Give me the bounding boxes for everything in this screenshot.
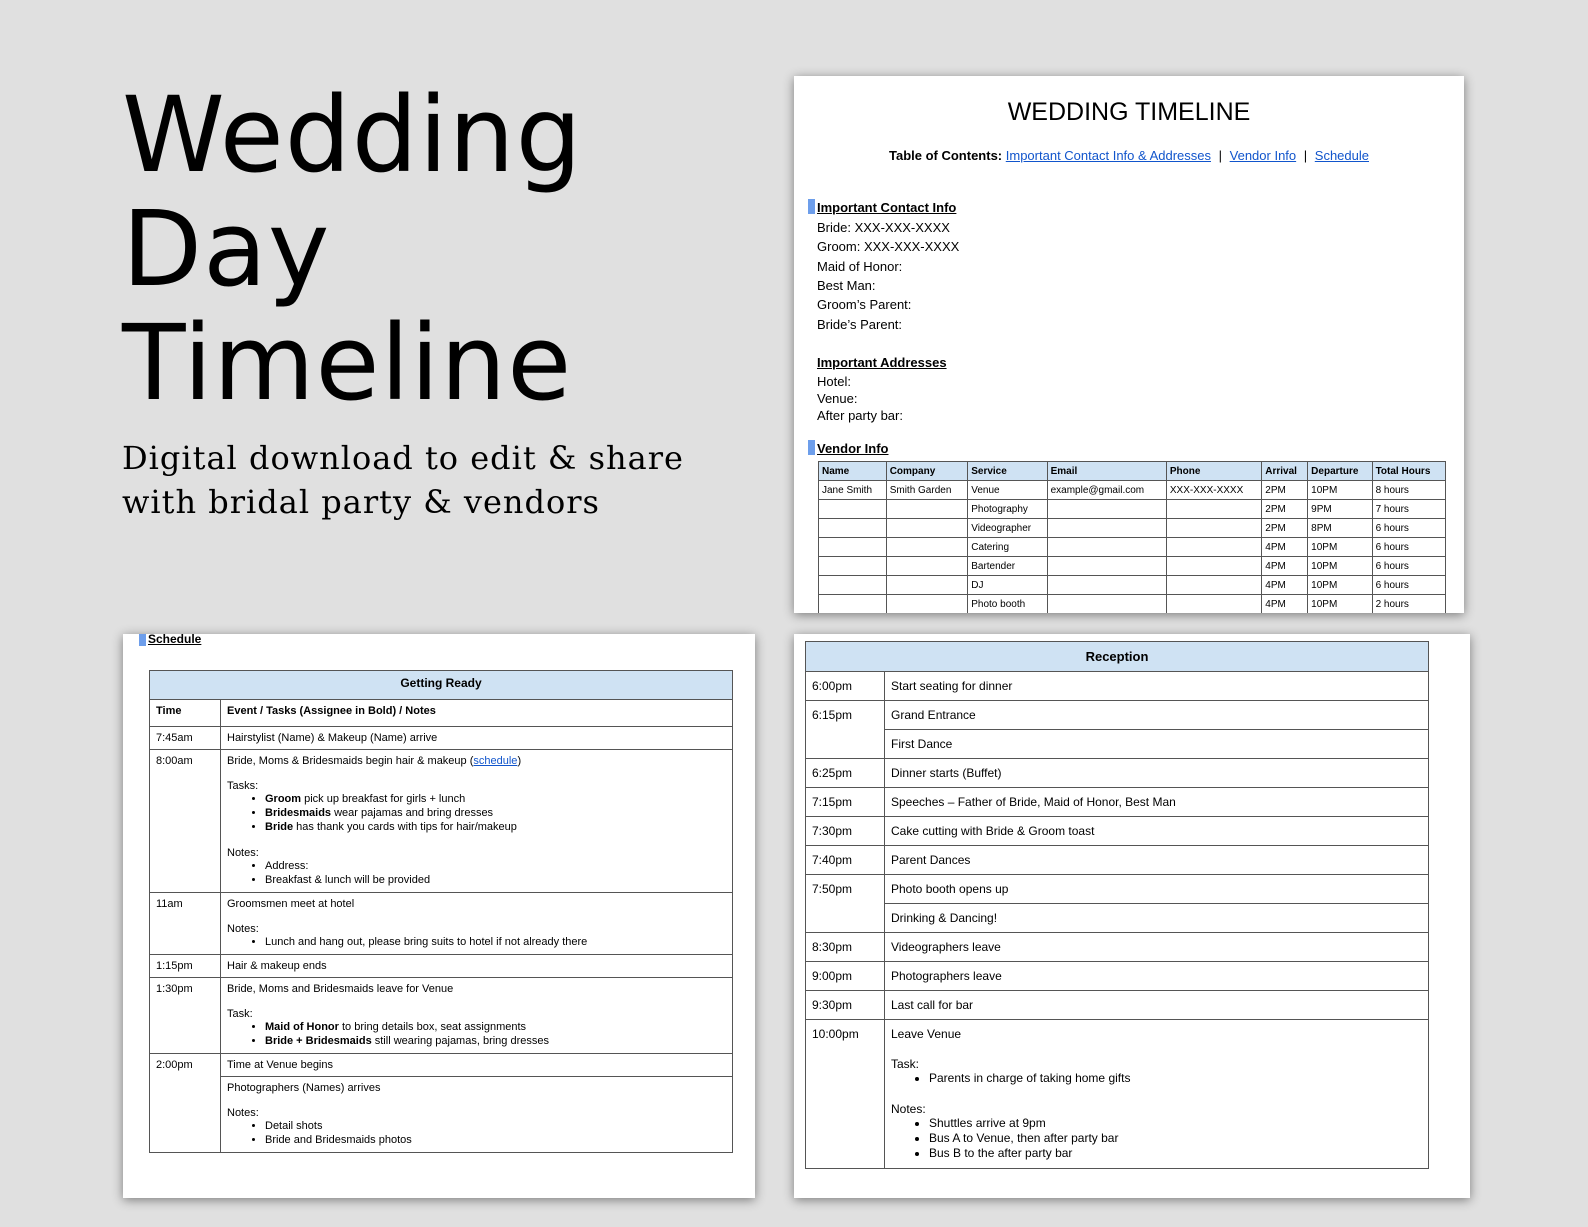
vendor-cell: 2PM [1262, 500, 1308, 519]
vendor-cell [819, 576, 887, 595]
document-page-contacts [794, 76, 1464, 613]
vendor-cell: 4PM [1262, 576, 1308, 595]
table-row [806, 672, 1429, 701]
table-row [150, 893, 733, 955]
table-row [150, 750, 733, 893]
table-row [150, 955, 733, 978]
contact-line: Bride: XXX-XXX-XXXX [817, 220, 950, 235]
time-cell: 7:50pm [806, 875, 885, 933]
hero-subtitle-line: Digital download to edit & share [122, 439, 684, 477]
contact-heading: Important Contact Info [817, 200, 957, 215]
vendor-cell: 4PM [1262, 557, 1308, 576]
vendor-col-header: Arrival [1262, 462, 1308, 481]
vendor-cell [1166, 538, 1261, 557]
vendor-col-header: Departure [1308, 462, 1372, 481]
time-cell: 6:15pm [806, 701, 885, 759]
vendor-cell: 6 hours [1372, 538, 1445, 557]
table-row [806, 701, 1429, 730]
vendor-cell: 9PM [1308, 500, 1372, 519]
event-cell: Hair & makeup ends [221, 955, 733, 978]
vendor-cell: Catering [968, 538, 1047, 557]
vendor-cell: 6 hours [1372, 576, 1445, 595]
event-cell [221, 1077, 733, 1153]
vendor-col-header: Total Hours [1372, 462, 1445, 481]
table-row [806, 730, 1429, 759]
vendor-cell: Photography [968, 500, 1047, 519]
vendor-row [819, 576, 1446, 595]
task-item [265, 1020, 726, 1034]
vendor-col-header: Name [819, 462, 887, 481]
table-row [806, 1020, 1429, 1169]
task-item: • Parents in charge of taking home gifts [929, 1071, 1422, 1086]
address-line: After party bar: [817, 408, 903, 423]
event-cell: First Dance [885, 730, 1429, 759]
tasks-label: Tasks: [227, 780, 259, 792]
event-cell: Last call for bar [885, 991, 1429, 1020]
vendor-table [818, 461, 1446, 613]
task-item [265, 1034, 726, 1048]
document-page-reception [794, 634, 1470, 1198]
vendor-cell: Bartender [968, 557, 1047, 576]
event-cell: Grand Entrance [885, 701, 1429, 730]
hero-title-line: Wedding [122, 74, 583, 196]
table-row [806, 817, 1429, 846]
vendor-cell: 4PM [1262, 595, 1308, 614]
vendor-cell: Smith Garden [886, 481, 968, 500]
event-text [227, 755, 726, 767]
time-cell: 7:45am [150, 727, 221, 750]
event-column-header: Event / Tasks (Assignee in Bold) / Notes [221, 700, 733, 727]
event-cell: Hairstylist (Name) & Makeup (Name) arrive [221, 727, 733, 750]
addresses-heading: Important Addresses [817, 355, 947, 370]
table-row [806, 759, 1429, 788]
address-line: Venue: [817, 391, 858, 406]
address-line: Hotel: [817, 374, 851, 389]
schedule-link[interactable]: schedule [473, 755, 518, 767]
event-text-start: Bride, Moms & Bridesmaids begin hair & makeup ( [227, 755, 474, 767]
time-cell: 7:15pm [806, 788, 885, 817]
task-label: Task: [891, 1057, 920, 1071]
note-item: • Detail shots [265, 1119, 726, 1133]
event-cell [221, 893, 733, 955]
event-cell: Time at Venue begins [221, 1054, 733, 1077]
task-list [227, 1020, 726, 1048]
toc-link-vendors[interactable]: Vendor Info [1229, 148, 1297, 163]
vendor-row [819, 519, 1446, 538]
vendor-row [819, 557, 1446, 576]
note-item: • Bus B to the after party bar [929, 1146, 1422, 1161]
time-cell: 1:30pm [150, 978, 221, 1054]
event-cell: Videographers leave [885, 933, 1429, 962]
vendor-cell: 6 hours [1372, 519, 1445, 538]
notes-list [891, 1116, 1422, 1161]
document-page-schedule [123, 634, 755, 1198]
vendor-cell [1047, 557, 1166, 576]
event-cell [221, 750, 733, 893]
event-text-end: ) [517, 755, 522, 767]
task-assignee: Groom [265, 793, 302, 805]
task-text: has thank you cards with tips for hair/makeup [293, 821, 517, 833]
notes-label: Notes: [227, 847, 259, 859]
vendor-cell: Venue [968, 481, 1047, 500]
table-row [806, 962, 1429, 991]
vendor-cell: Photo booth [968, 595, 1047, 614]
event-cell: Start seating for dinner [885, 672, 1429, 701]
contact-line: Groom: XXX-XXX-XXXX [817, 239, 960, 254]
task-assignee: Maid of Honor [265, 1021, 339, 1033]
table-row [150, 700, 733, 727]
event-text: Photographers (Names) arrives [227, 1082, 381, 1094]
event-cell: Dinner starts (Buffet) [885, 759, 1429, 788]
vendor-cell [1047, 576, 1166, 595]
vendor-cell: Videographer [968, 519, 1047, 538]
vendor-cell: 10PM [1308, 481, 1372, 500]
table-row [150, 671, 733, 700]
task-text: pick up breakfast for girls + lunch [301, 793, 466, 805]
hero-title [122, 74, 583, 424]
task-list [891, 1071, 1422, 1086]
hero-subtitle-line: with bridal party & vendors [122, 483, 600, 521]
notes-list [227, 935, 726, 949]
hero-title-line: Day [122, 188, 331, 310]
table-row [806, 642, 1429, 672]
time-cell: 10:00pm [806, 1020, 885, 1169]
bookmark-icon [808, 199, 815, 214]
vendor-row [819, 481, 1446, 500]
vendor-cell: 10PM [1308, 576, 1372, 595]
event-text: Groomsmen meet at hotel [227, 898, 355, 910]
time-cell: 8:00am [150, 750, 221, 893]
vendor-cell [1047, 519, 1166, 538]
vendor-col-header: Phone [1166, 462, 1261, 481]
vendor-cell: 2PM [1262, 519, 1308, 538]
vendor-col-header: Email [1047, 462, 1166, 481]
note-item: • Breakfast & lunch will be provided [265, 873, 726, 887]
event-cell: Speeches – Father of Bride, Maid of Honor, Best Man [885, 788, 1429, 817]
vendor-cell [819, 519, 887, 538]
vendor-cell: XXX-XXX-XXXX [1166, 481, 1261, 500]
getting-ready-title: Getting Ready [150, 671, 733, 700]
vendor-cell [886, 576, 968, 595]
toc-separator: | [1218, 148, 1223, 163]
vendor-cell [1047, 538, 1166, 557]
event-cell [221, 978, 733, 1054]
vendor-cell: 6 hours [1372, 557, 1445, 576]
notes-label: Notes: [227, 923, 259, 935]
note-item: • Lunch and hang out, please bring suits to hotel if not already there [265, 935, 726, 949]
notes-label: Notes: [891, 1102, 926, 1116]
vendor-cell [1166, 557, 1261, 576]
vendor-cell [886, 557, 968, 576]
task-text: wear pajamas and bring dresses [331, 807, 494, 819]
event-cell: Cake cutting with Bride & Groom toast [885, 817, 1429, 846]
table-row [806, 933, 1429, 962]
vendor-table-body [819, 481, 1446, 614]
vendor-cell [819, 538, 887, 557]
notes-label: Notes: [227, 1107, 259, 1119]
table-row [806, 875, 1429, 904]
vendor-cell: 7 hours [1372, 500, 1445, 519]
vendor-cell [1166, 500, 1261, 519]
event-cell [885, 1020, 1429, 1169]
task-item [265, 806, 726, 820]
vendor-cell: DJ [968, 576, 1047, 595]
time-cell: 2:00pm [150, 1054, 221, 1153]
reception-title: Reception [806, 642, 1429, 672]
vendor-cell [1166, 595, 1261, 614]
toc-link-contacts[interactable]: Important Contact Info & Addresses [1005, 148, 1211, 163]
table-row [806, 788, 1429, 817]
event-cell: Drinking & Dancing! [885, 904, 1429, 933]
task-item [265, 792, 726, 806]
bookmark-icon [808, 440, 815, 455]
table-row [806, 904, 1429, 933]
vendor-cell: 10PM [1308, 538, 1372, 557]
event-cell: Photographers leave [885, 962, 1429, 991]
vendor-cell [1166, 576, 1261, 595]
vendor-cell: 2 hours [1372, 595, 1445, 614]
table-row [150, 978, 733, 1054]
vendor-cell: 10PM [1308, 557, 1372, 576]
vendor-cell [819, 557, 887, 576]
vendor-cell [819, 595, 887, 614]
vendor-cell: 2PM [1262, 481, 1308, 500]
note-item: • Bride and Bridesmaids photos [265, 1133, 726, 1147]
table-row [150, 1054, 733, 1077]
vendor-cell: 8 hours [1372, 481, 1445, 500]
table-of-contents [794, 148, 1464, 163]
time-cell: 6:00pm [806, 672, 885, 701]
task-assignee: Bridesmaids [265, 807, 332, 819]
vendor-cell [819, 500, 887, 519]
time-cell: 7:40pm [806, 846, 885, 875]
event-text: Leave Venue [891, 1027, 962, 1041]
event-cell: Photo booth opens up [885, 875, 1429, 904]
getting-ready-table [149, 670, 733, 1153]
time-cell: 7:30pm [806, 817, 885, 846]
event-cell: Parent Dances [885, 846, 1429, 875]
schedule-heading: Schedule [148, 634, 202, 646]
note-item: • Bus A to Venue, then after party bar [929, 1131, 1422, 1146]
vendor-cell [1047, 595, 1166, 614]
table-row [806, 846, 1429, 875]
notes-list [227, 859, 726, 887]
vendor-row [819, 595, 1446, 614]
toc-label: Table of Contents: [889, 148, 1003, 163]
vendor-cell [886, 500, 968, 519]
vendor-col-header: Company [886, 462, 968, 481]
contact-line: Groom’s Parent: [817, 297, 912, 312]
time-cell: 11am [150, 893, 221, 955]
vendor-cell [886, 595, 968, 614]
task-text: to bring details box, seat assignments [338, 1021, 527, 1033]
time-cell: 8:30pm [806, 933, 885, 962]
event-text: Bride, Moms and Bridesmaids leave for Venue [227, 983, 454, 995]
task-label: Task: [227, 1008, 253, 1020]
vendor-col-header: Service [968, 462, 1047, 481]
vendor-heading: Vendor Info [817, 441, 889, 456]
toc-link-schedule[interactable]: Schedule [1314, 148, 1369, 163]
time-cell: 9:30pm [806, 991, 885, 1020]
reception-table [805, 641, 1429, 1169]
vendor-cell: 4PM [1262, 538, 1308, 557]
task-list [227, 792, 726, 834]
vendor-cell [886, 538, 968, 557]
table-row [806, 991, 1429, 1020]
table-row [150, 727, 733, 750]
vendor-cell: 10PM [1308, 595, 1372, 614]
time-column-header: Time [150, 700, 221, 727]
time-cell: 6:25pm [806, 759, 885, 788]
vendor-row [819, 538, 1446, 557]
vendor-cell: Jane Smith [819, 481, 887, 500]
task-assignee: Bride + Bridesmaids [265, 1035, 372, 1047]
note-item: • Address: [265, 859, 726, 873]
note-item: • Shuttles arrive at 9pm [929, 1116, 1422, 1131]
contact-line: Best Man: [817, 278, 876, 293]
hero-subtitle [122, 436, 684, 524]
hero-title-line: Timeline [122, 302, 573, 424]
notes-list [227, 1119, 726, 1147]
vendor-cell: example@gmail.com [1047, 481, 1166, 500]
vendor-row [819, 500, 1446, 519]
task-assignee: Bride [265, 821, 294, 833]
vendor-cell [1047, 500, 1166, 519]
toc-separator: | [1303, 148, 1308, 163]
reception-table-body [806, 672, 1429, 1020]
document-title: WEDDING TIMELINE [1007, 98, 1251, 126]
task-text: still wearing pajamas, bring dresses [371, 1035, 549, 1047]
time-cell: 1:15pm [150, 955, 221, 978]
time-cell: 9:00pm [806, 962, 885, 991]
table-row [150, 1077, 733, 1153]
vendor-cell [1166, 519, 1261, 538]
vendor-cell [886, 519, 968, 538]
vendor-cell: 8PM [1308, 519, 1372, 538]
contact-line: Bride’s Parent: [817, 317, 903, 332]
contact-line: Maid of Honor: [817, 259, 903, 274]
task-item [265, 820, 726, 834]
vendor-header-row [819, 462, 1446, 481]
bookmark-icon [139, 634, 146, 646]
